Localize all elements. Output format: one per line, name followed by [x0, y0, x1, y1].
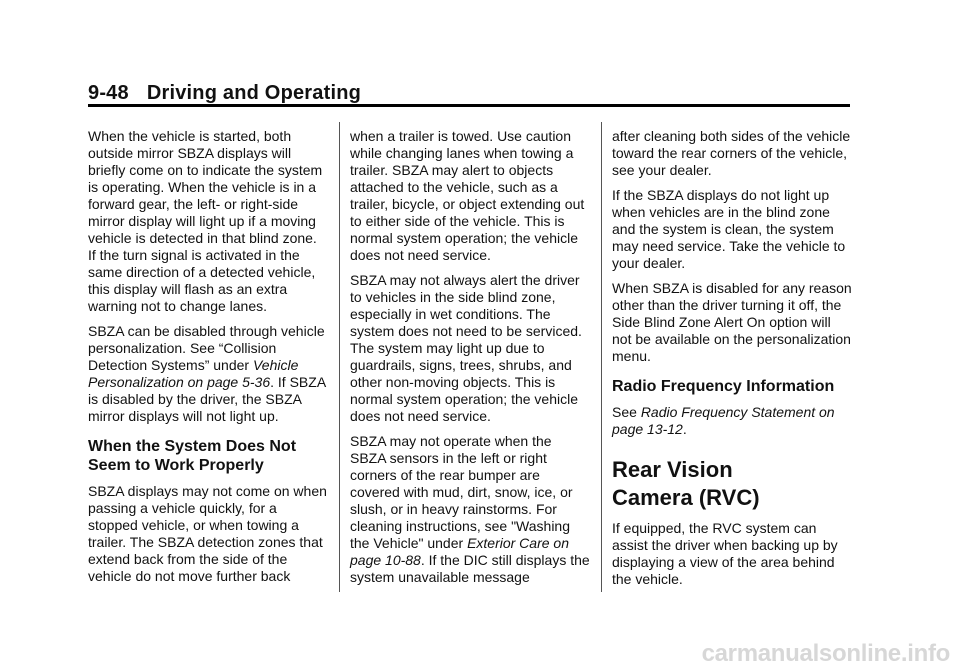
paragraph: when a trailer is towed. Use caution while changing lanes when towing a trailer. SBZA may alert to objects attached to the vehicle, such as a trailer, bicycle, or object extending out to either side of the vehicle. This is normal system operation; the vehicle does not need service.	[350, 128, 585, 263]
paragraph: See Radio Frequency Statement on page 13-12.	[612, 404, 835, 437]
cross-reference-link[interactable]: Exterior Care on page 10-88	[350, 535, 569, 568]
page-header	[88, 82, 361, 105]
paragraph: SBZA may not operate when the SBZA sensors in the left or right corners of the rear bumper are covered with mud, dirt, snow, ice, or slush, or in heavy rainstorms. For cleaning instructions, see "Washing the Vehicle" under Exterior Care on page 10-88. If the DIC still displays the system unavailable message	[350, 433, 590, 585]
paragraph: SBZA may not always alert the driver to vehicles in the side blind zone, especially in wet conditions. The system does not need to be serviced. The system may light up due to guardrails, signs, trees, shrubs, and other non-moving objects. This is normal system operation; the vehicle does not need service.	[350, 272, 582, 424]
cross-reference-link[interactable]: Vehicle Personalization on page 5-36	[88, 357, 299, 390]
watermark-text: carmanualsonline.info	[701, 640, 950, 667]
section-heading: When the System Does Not Seem to Work Properly	[88, 438, 297, 474]
section-heading: Radio Frequency Information	[612, 378, 835, 395]
paragraph: after cleaning both sides of the vehicle toward the rear corners of the vehicle, see your dealer.	[612, 128, 851, 178]
paragraph: If equipped, the RVC system can assist the driver when backing up by displaying a view of the area behind the vehicle.	[612, 520, 838, 587]
column-3	[612, 128, 852, 596]
paragraph: If the SBZA displays do not light up when vehicles are in the blind zone and the system is clean, the system may need service. Take the vehicle to your dealer.	[612, 187, 846, 271]
column-2	[350, 128, 590, 594]
cross-reference-link[interactable]: Radio Frequency Statement on page 13-12	[612, 404, 835, 437]
paragraph: When SBZA is disabled for any reason other than the driver turning it off, the Side Blind Zone Alert On option will not be available on the personalization menu.	[612, 280, 852, 364]
page-number: 9-48	[88, 82, 129, 104]
column-divider	[339, 122, 340, 592]
paragraph: SBZA displays may not come on when passing a vehicle quickly, for a stopped vehicle, or when towing a trailer. The SBZA detection zones that extend back from the side of the vehicle do not move further back	[88, 483, 327, 584]
column-divider	[601, 122, 602, 592]
section-title: Driving and Operating	[146, 82, 362, 104]
column-1	[88, 128, 328, 593]
header-rule	[88, 104, 850, 107]
paragraph: SBZA can be disabled through vehicle personalization. See “Collision Detection Systems” under Vehicle Personalization on page 5-36. If SBZA is disabled by the driver, the SBZA mirror displays will not light up.	[88, 323, 326, 424]
major-heading: Rear Vision Camera (RVC)	[612, 457, 760, 510]
paragraph: When the vehicle is started, both outside mirror SBZA displays will briefly come on to indicate the system is operating. When the vehicle is in a forward gear, the left- or right-side mirror display will light up if a moving vehicle is detected in that blind zone. If the turn signal is activated in the same direction of a detected vehicle, this display will flash as an extra warning not to change lanes.	[88, 128, 323, 314]
